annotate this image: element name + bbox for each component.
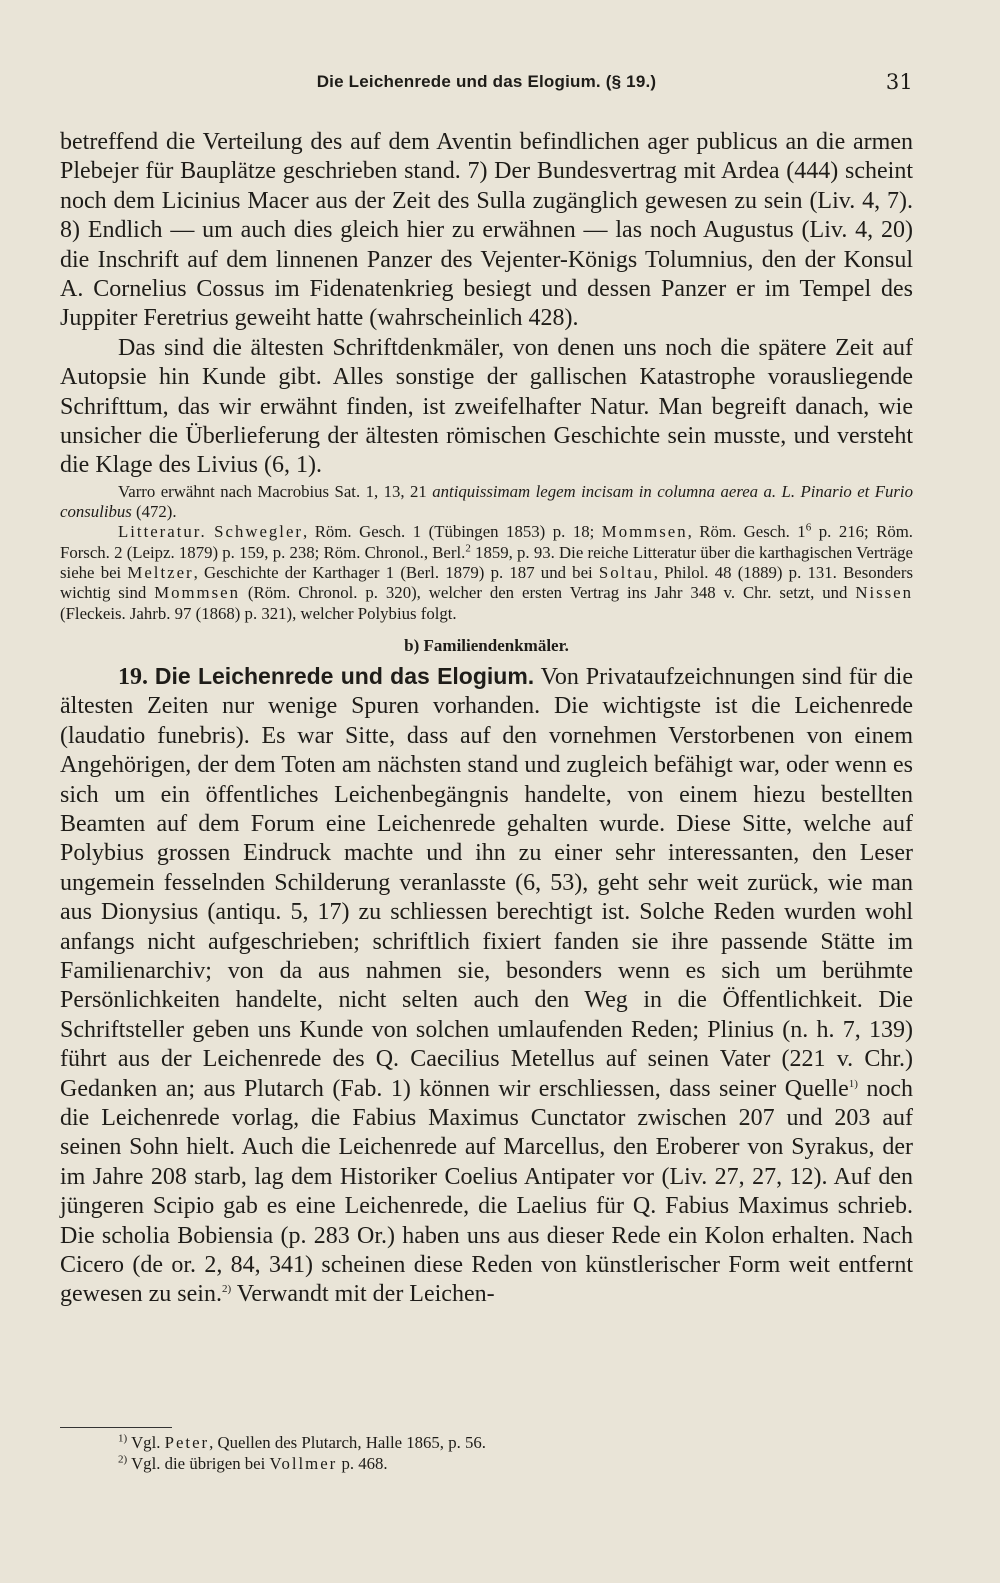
section-19-text: 19. Die Leichenrede und das Elogium. Von Privataufzeichnungen sind für die ältesten Zeiten nur wenige Spuren vorhanden. Die wichtigste ist die Leichenrede (laudatio funebris). Es war Sitte, dass auf den vornehmen Verstorbenen von einem Angehörigen, der dem Toten am nächsten stand und zugleich befähigt war, oder wenn es sich um ein öffentliches Leichenbegängnis handelte, von einem hiezu bestellten Beamten auf dem Forum eine Leichenrede gehalten wurde. Diese Sitte, welche auf Polybius grossen Eindruck machte und ihn zu einer sehr interessanten, den Leser ungemein fesselnden Schilderung veranlasste (6, 53), geht sehr weit zurück, wie man aus Dionysius (antiqu. 5, 17) zu schliessen berechtigt ist. Solche Reden wurden wohl anfangs nicht aufgeschrieben; schriftlich fixiert fanden sie ihre passende Stätte im Familienarchiv; von da aus nahmen sie, besonders wenn es sich um berühmte Persönlichkeiten handelte, nicht selten auch den Weg in die Öffentlichkeit. Die Schriftsteller geben uns Kunde von solchen umlaufenden Reden; Plinius (n. h. 7, 139) führt aus der Leichenrede des Q. Caecilius Metellus auf seinen Vater (221 v. Chr.) Gedanken an; aus Plutarch (Fab. 1) können wir erschliessen, dass seiner Quelle$^{1)}$ noch die Leichenrede vorlag, die Fabius Maximus Cunctator zwischen 207 und 203 auf seinen Sohn hielt. Auch die Leichenrede auf Marcellus, den Eroberer von Syrakus, der im Jahre 208 starb, lag dem Historiker Coelius Antipater vor (Liv. 27, 27, 12). Auf den jüngeren Scipio gab es eine Leichenrede, die Laelius für Q. Fabius Maximus schrieb. Die scholia Bobiensia (p. 283 Or.) haben uns aus dieser Rede ein Kolon erhalten. Nach Cicero (de or. 2, 84, 341) scheinen diese Reden von künstlerischer Form weit entfernt gewesen zu sein.$^{2)}$ Verwandt mit der Leichen- [60, 662, 913, 1308]
footnote-1: $^{1)}$ Vgl. Peter, Quellen des Plutarch, Halle 1865, p. 56. [118, 1432, 486, 1452]
section-title: Die Leichenrede und das Elogium. [154, 662, 535, 689]
note-literature: Litteratur. Schwegler, Röm. Gesch. 1 (Tübingen 1853) p. 18; Mommsen, Röm. Gesch. $1^6$ p. 216; Röm. Forsch. 2 (Leipz. 1879) p. 159, p. 238; Röm. Chronol., Berl.$^2$ 1859, p. 93. Die reiche Litteratur über die karthagischen Verträge siehe bei Meltzer, Geschichte der Karthager 1 (Berl. 1879) p. 187 und bei Soltau, Philol. 48 (1889) p. 131. Besonders wichtig sind Mommsen (Röm. Chronol. p. 320), welcher den ersten Vertrag ins Jahr 348 v. Chr. setzt, und Nissen (Fleckeis. Jahrb. 97 (1868) p. 321), welcher Polybius folgt. [60, 521, 914, 623]
author-nissen: Nissen [855, 583, 914, 603]
page-header [60, 72, 913, 102]
literature-label: Litteratur. [118, 522, 207, 542]
footnotes [118, 1432, 718, 1474]
note-varro-text: Varro erwähnt nach Macrobius Sat. 1, 13, 21 [118, 481, 433, 501]
note-varro [60, 482, 913, 523]
footnote-rule [60, 1427, 172, 1428]
paragraph-continuation: betreffend die Verteilung des auf dem Aventin befindlichen ager publicus an die armen Plebejer für Bauplätze geschrieben stand. 7) Der Bundesvertrag mit Ardea (444) scheint noch dem Licinius Macer aus der Zeit des Sulla zugänglich gewesen zu sein (Liv. 4, 7). 8) Endlich — um auch dies gleich hier zu erwähnen — las noch Augustus (Liv. 4, 20) die Inschrift auf dem linnenen Panzer des Vejenter-Königs Tolumnius, den der Konsul A. Cornelius Cossus im Fidenatenkrieg besiegt und dessen Panzer er im Tempel des Juppiter Feretrius geweiht hatte (wahrscheinlich 428). [60, 129, 913, 332]
author-schwegler: Schwegler [214, 522, 304, 542]
note-varro-tail: (472). [131, 502, 177, 522]
running-title: Die Leichenrede und das Elogium. (§ 19.) [316, 72, 657, 91]
page-body [60, 128, 913, 1310]
page-number: 31 [885, 70, 913, 94]
footnote-ref-2: 2) [221, 1283, 232, 1296]
section-number: 19. [118, 663, 148, 690]
author-meltzer: Meltzer [127, 563, 194, 583]
author-mommsen-2: Mommsen [154, 583, 240, 603]
footnote-ref-1: 1) [848, 1077, 858, 1090]
author-mommsen: Mommsen [601, 522, 688, 542]
footnote-2: $^{2)}$ Vgl. die übrigen bei Vollmer p. 468. [118, 1453, 388, 1473]
note-varro-quote: antiquissimam legem incisam in columna aerea a. L. Pinario et Furio consulibus [60, 481, 913, 522]
author-soltau: Soltau [598, 563, 654, 583]
subsection-heading: b) Familiendenkmäler. [404, 635, 569, 655]
paragraph-summary: Das sind die ältesten Schriftdenkmäler, von denen uns noch die spätere Zeit auf Autopsie hin Kunde gibt. Alles sonstige der gallischen Katastrophe vorausliegende Schrifttum, das wir erwähnt finden, ist zweifelhafter Natur. Man begreift danach, wie unsicher die Überlieferung der ältesten römischen Geschichte sein musste, und versteht die Klage des Livius (6, 1). [60, 334, 913, 479]
